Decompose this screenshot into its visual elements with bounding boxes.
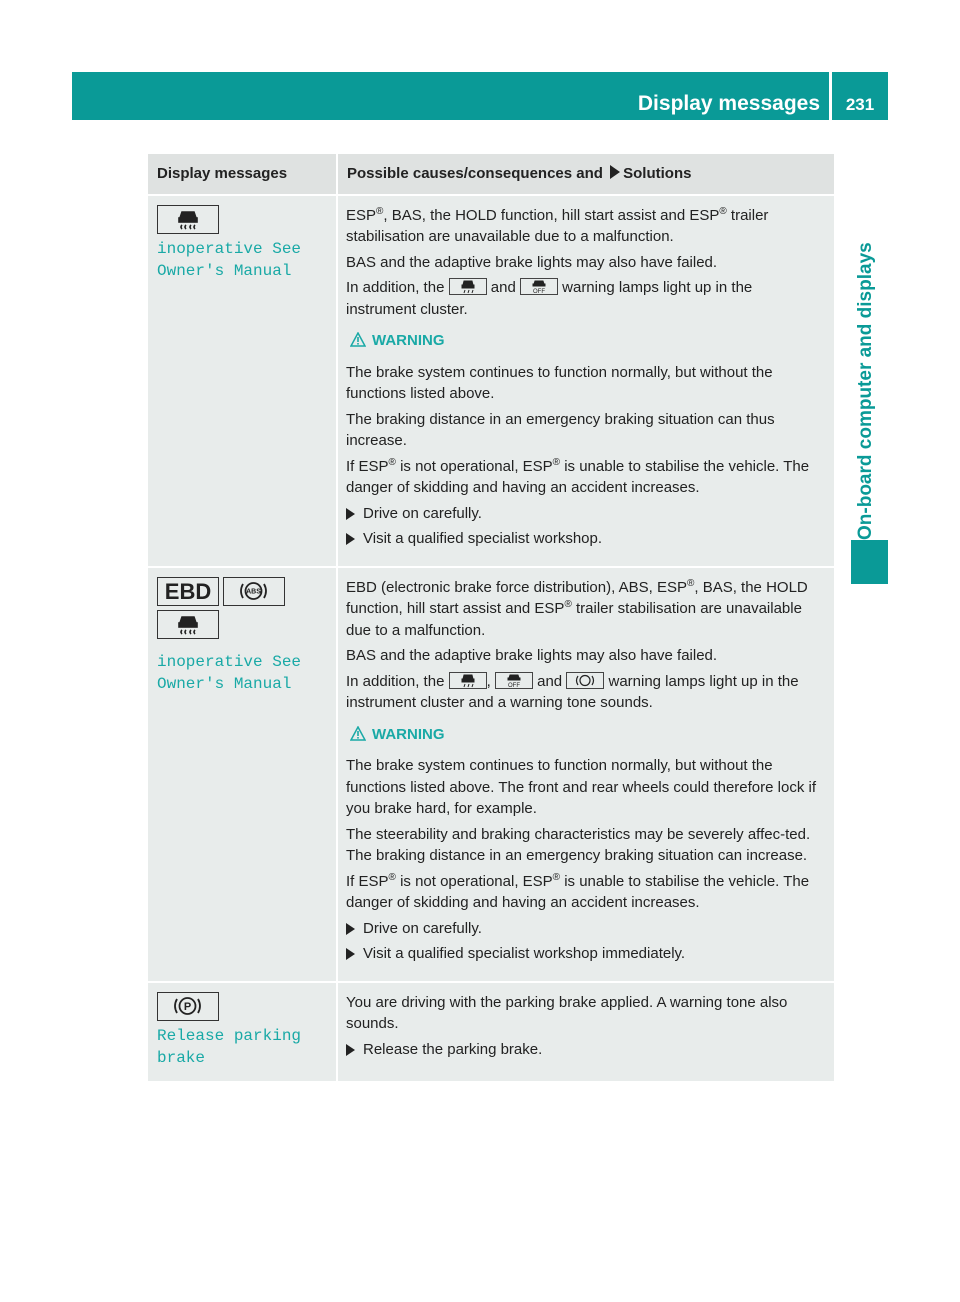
- text-fragment: In addition, the: [346, 279, 445, 296]
- step-arrow-icon: [346, 508, 355, 520]
- warning-paragraph: The steerability and braking characteristics may be severely affec-ted. The braking distance in an emergency braking situation can increase.: [346, 825, 811, 864]
- cause-paragraph: [346, 577, 826, 642]
- registered-mark: ®: [552, 456, 561, 468]
- registered-mark: ®: [376, 205, 384, 217]
- warning-triangle-icon: [350, 726, 366, 748]
- cause-paragraph: [346, 277, 826, 320]
- message-cell: [148, 568, 338, 983]
- warning-paragraph: [346, 871, 826, 914]
- warning-label: WARNING: [372, 332, 445, 349]
- esp-off-warning-lamp-icon: [520, 278, 558, 295]
- text-fragment: is not operational, ESP: [395, 872, 553, 890]
- display-text-line1: Release parking: [157, 1026, 302, 1045]
- text-fragment: If ESP: [346, 872, 389, 890]
- solution-step: [346, 918, 826, 940]
- svg-text:P: P: [183, 1000, 192, 1013]
- step-text: Release the parking brake.: [363, 1040, 543, 1058]
- solution-step: [346, 503, 826, 525]
- solution-cell: [338, 568, 834, 983]
- warning-paragraph: The brake system continues to function normally, but without the functions listed above. The front and rear wheels could therefore lock if you brake hard, for example.: [346, 757, 816, 817]
- section-tab-marker: [851, 540, 888, 584]
- registered-mark: ®: [388, 871, 396, 883]
- step-text: Drive on carefully.: [363, 919, 482, 937]
- page-number: 231: [845, 95, 875, 114]
- registered-mark: ®: [564, 599, 572, 610]
- esp-skid-icon: [157, 205, 219, 234]
- step-arrow-icon: [346, 923, 355, 935]
- esp-warning-lamp-icon: [449, 278, 487, 295]
- display-text-line1: inoperative See: [157, 239, 302, 258]
- text-fragment: is unable to stabilise the vehicle. The danger of skidding and having an accident increases.: [346, 872, 810, 911]
- warning-paragraph: [346, 456, 826, 499]
- step-text: Visit a qualified specialist workshop immediately.: [363, 945, 686, 962]
- text-fragment: If ESP: [346, 457, 389, 475]
- display-text-line2: brake: [157, 1048, 206, 1067]
- cause-paragraph: You are driving with the parking brake applied. A warning tone also sounds.: [346, 993, 788, 1032]
- esp-skid-icon: [157, 610, 219, 639]
- svg-text:OFF: OFF: [532, 289, 545, 294]
- svg-text:ABS: ABS: [246, 588, 261, 595]
- registered-mark: ®: [552, 871, 561, 883]
- svg-text:OFF: OFF: [507, 682, 520, 688]
- display-text-line2: Owner's Manual: [157, 261, 292, 280]
- warning-paragraph: The braking distance in an emergency braking situation can thus increase.: [346, 410, 775, 449]
- abs-icon: [223, 577, 285, 606]
- text-fragment: ESP: [346, 206, 377, 224]
- text-fragment: In addition, the: [346, 672, 445, 690]
- warning-heading: [346, 330, 826, 354]
- step-arrow-icon: [346, 1044, 355, 1056]
- solution-step: [346, 943, 826, 965]
- warning-triangle-icon: [350, 332, 366, 354]
- table-row: [148, 568, 834, 983]
- ebd-icon-label: EBD: [164, 578, 212, 604]
- text-fragment: is not operational, ESP: [395, 457, 553, 475]
- step-text: Visit a qualified specialist workshop.: [363, 530, 603, 547]
- cause-paragraph: BAS and the adaptive brake lights may also have failed.: [346, 647, 718, 664]
- column-header-causes: Possible causes/consequences and: [347, 165, 603, 182]
- text-fragment: warning lamps light up in the instrument cluster and a warning tone sounds.: [346, 672, 799, 711]
- display-text-line1: inoperative See: [157, 652, 302, 671]
- step-arrow-icon: [346, 533, 355, 545]
- registered-mark: ®: [686, 577, 695, 589]
- cause-paragraph: [346, 671, 826, 714]
- page-title: Display messages: [637, 92, 820, 115]
- esp-warning-lamp-icon: [449, 672, 487, 689]
- column-header-solutions-label: Solutions: [623, 165, 692, 182]
- esp-off-warning-lamp-icon: [495, 672, 533, 689]
- text-fragment: warning lamps light up in the instrument cluster.: [346, 279, 753, 318]
- spacer: [157, 643, 328, 651]
- table-row: [148, 196, 834, 568]
- solution-step: [346, 1039, 826, 1061]
- warning-heading: [346, 724, 826, 748]
- registered-mark: ®: [388, 456, 396, 468]
- text-fragment: and: [537, 672, 563, 690]
- cause-paragraph: [346, 205, 826, 248]
- text-fragment: EBD (electronic brake force distribution), ABS, ESP: [346, 578, 687, 596]
- abs-warning-lamp-icon: [566, 672, 604, 689]
- text-fragment: , BAS, the HOLD function, hill start assist and ESP: [383, 206, 720, 224]
- parking-brake-icon: [157, 992, 219, 1021]
- text-fragment: and: [490, 279, 516, 296]
- table-header-row: [148, 154, 834, 196]
- solution-cell: [338, 983, 834, 1083]
- text-fragment: trailer stabilisation are unavailable due to a malfunction.: [346, 206, 769, 245]
- cause-paragraph: BAS and the adaptive brake lights may also have failed.: [346, 253, 718, 271]
- text-fragment: trailer stabilisation are unavailable due to a malfunction.: [346, 600, 802, 639]
- table-row: [148, 983, 834, 1083]
- warning-label: WARNING: [372, 725, 445, 743]
- ebd-icon: [157, 577, 219, 606]
- arrow-icon: [610, 165, 620, 179]
- header-bar: [72, 72, 888, 120]
- display-text-line2: Owner's Manual: [157, 674, 292, 693]
- text-fragment: ,: [486, 672, 491, 690]
- warning-paragraph: The brake system continues to function normally, but without the functions listed above.: [346, 363, 773, 402]
- registered-mark: ®: [719, 205, 727, 217]
- solution-step: [346, 528, 826, 550]
- step-arrow-icon: [346, 948, 355, 960]
- text-fragment: , BAS, the HOLD function, hill start assist and ESP: [346, 578, 808, 617]
- step-text: Drive on carefully.: [363, 504, 482, 522]
- column-header-solutions: [338, 154, 834, 196]
- display-messages-table: [148, 154, 834, 1083]
- message-cell: [148, 983, 338, 1083]
- column-header-messages: Display messages: [148, 154, 338, 196]
- solution-cell: [338, 196, 834, 568]
- section-side-label: On-board computer and displays: [855, 242, 876, 540]
- message-cell: [148, 196, 338, 568]
- text-fragment: is unable to stabilise the vehicle. The danger of skidding and having an accident increases.: [346, 457, 810, 496]
